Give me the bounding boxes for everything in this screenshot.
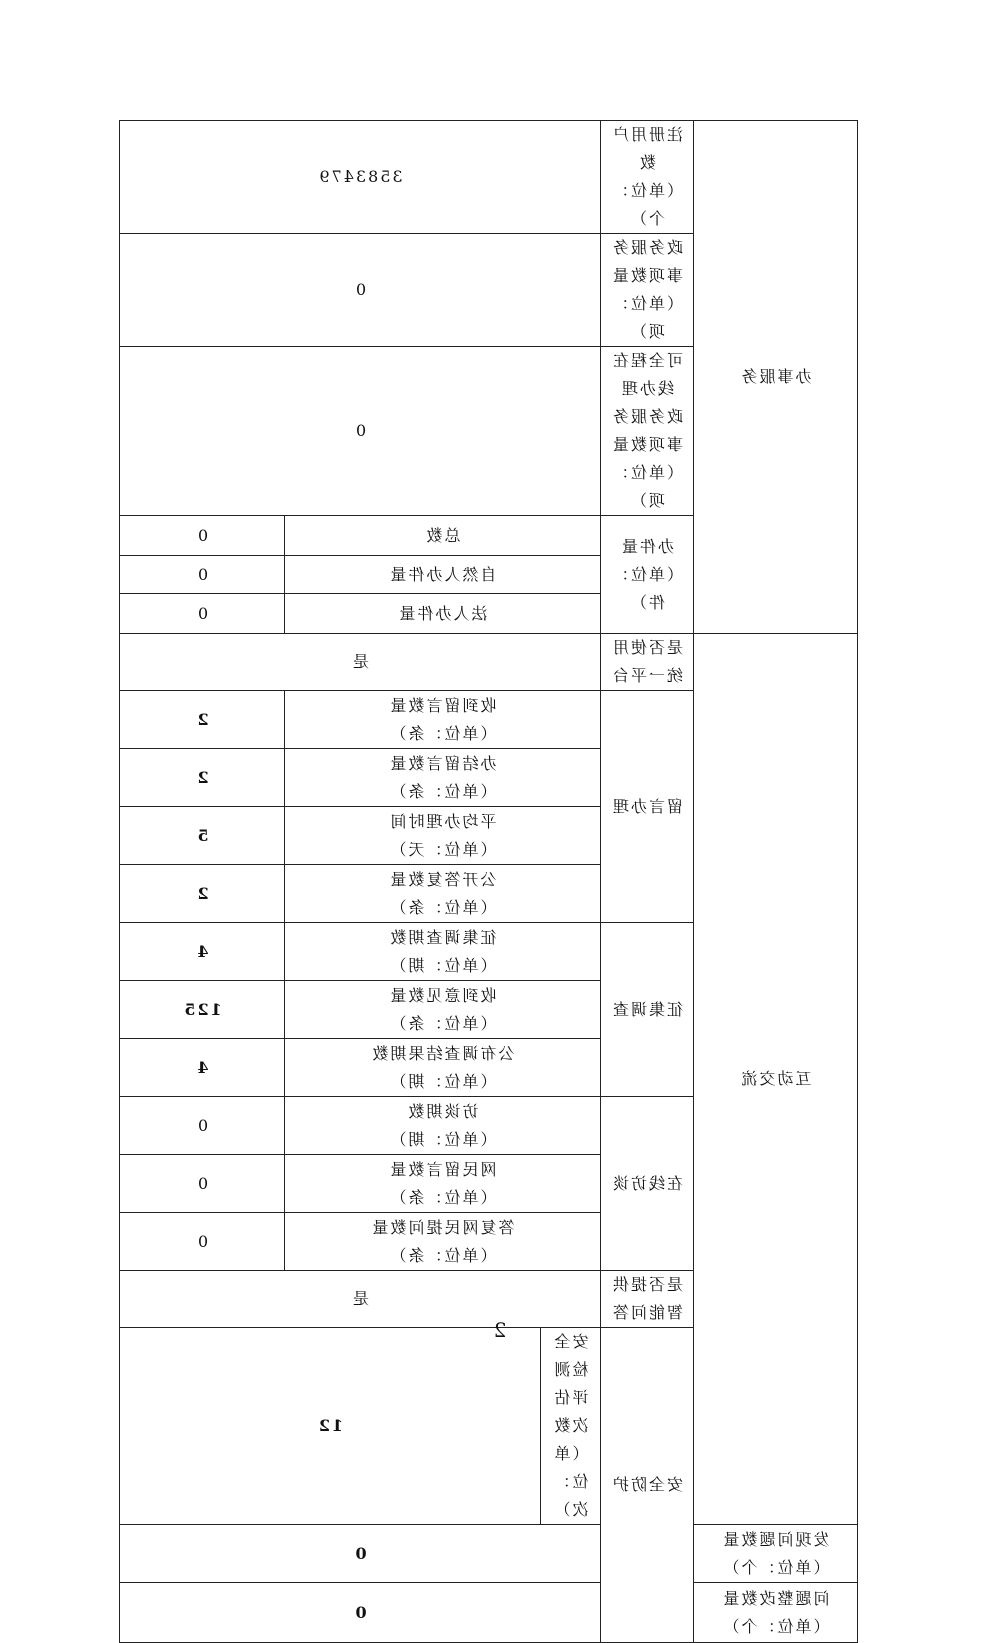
row-label: 问题整改数量 （单位：个） (694, 1583, 858, 1643)
sub-value: 2 (120, 865, 285, 923)
sub-value: 2 (120, 691, 285, 749)
sub-label: 公开答复数量 （单位：条） (285, 865, 601, 923)
row-value: 12 (120, 1328, 541, 1525)
row-value: 是 (120, 634, 601, 691)
row-label: 是否使用统一平台 (601, 634, 694, 691)
section-label-interaction: 互动交流 (694, 634, 858, 1525)
section-label-service: 办事服务 (694, 121, 858, 634)
sub-value: 0 (120, 556, 285, 594)
sub-value: 0 (120, 1213, 285, 1271)
sub-label: 自然人办件量 (285, 556, 601, 594)
sub-value: 0 (120, 1155, 285, 1213)
group-label-interview: 在线访谈 (601, 1097, 694, 1271)
section-label-security: 安全防护 (601, 1328, 694, 1643)
row-value: 0 (120, 234, 601, 347)
sub-label: 法人办件量 (285, 594, 601, 634)
sub-label: 网民留言数量 （单位：条） (285, 1155, 601, 1213)
sub-value: 4 (120, 1039, 285, 1097)
row-label: 政务服务事项数量 （单位：项） (601, 234, 694, 347)
sub-value: 5 (120, 807, 285, 865)
group-label-survey: 征集调查 (601, 923, 694, 1097)
sub-label: 办结留言数量 （单位：条） (285, 749, 601, 807)
row-value: 0 (120, 1583, 601, 1643)
group-label-messages: 留言办理 (601, 691, 694, 923)
page-number: 2 (493, 1318, 507, 1342)
row-label: 可全程在线办理 政务服务事项数量 （单位：项） (601, 347, 694, 516)
row-label: 安全检测评估次数 （单位：次） (541, 1328, 601, 1525)
table-row (120, 121, 858, 234)
sub-value: 4 (120, 923, 285, 981)
row-value: 3583479 (120, 121, 601, 234)
row-value: 0 (120, 347, 601, 516)
sub-value: 0 (120, 516, 285, 556)
row-label: 发现问题数量 （单位：个） (694, 1525, 858, 1583)
sub-label: 总数 (285, 516, 601, 556)
sub-label: 收到留言数量 （单位：条） (285, 691, 601, 749)
table-row (120, 634, 858, 691)
sub-value: 0 (120, 594, 285, 634)
sub-label: 征集调查期数 （单位：期） (285, 923, 601, 981)
sub-label: 平均办理时间 （单位：天） (285, 807, 601, 865)
row-value: 0 (120, 1525, 601, 1583)
table-row (120, 1583, 858, 1643)
statistics-table (119, 120, 858, 1643)
row-label: 是否提供智能问答 (601, 1271, 694, 1328)
sub-label: 收到意见数量 （单位：条） (285, 981, 601, 1039)
sub-label: 答复网民提问数量 （单位：条） (285, 1213, 601, 1271)
sub-label: 公布调查结果期数 （单位：期） (285, 1039, 601, 1097)
sub-label: 访谈期数 （单位：期） (285, 1097, 601, 1155)
table-row (120, 1525, 858, 1583)
row-label: 注册用户数 （单位：个） (601, 121, 694, 234)
row-label: 办件量 （单位：件） (601, 516, 694, 634)
sub-value: 0 (120, 1097, 285, 1155)
sub-value: 125 (120, 981, 285, 1039)
row-value: 是 (120, 1271, 601, 1328)
sub-value: 2 (120, 749, 285, 807)
